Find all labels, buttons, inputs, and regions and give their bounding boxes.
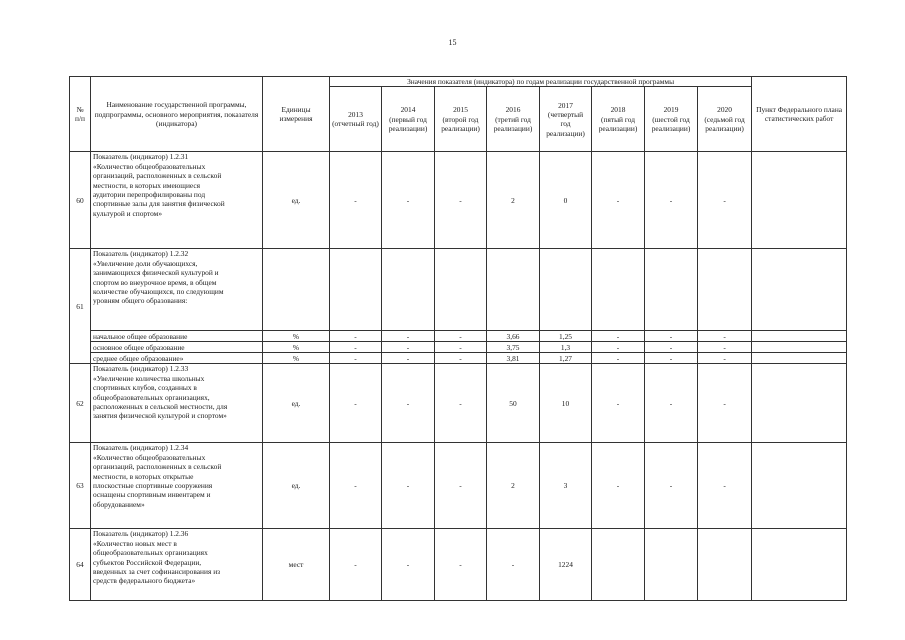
table-subrow [70,342,847,353]
value-cell: - [330,364,382,443]
header-year-2014 [382,87,435,152]
value-cell: - [645,364,698,443]
value-cell: - [435,353,487,364]
value-cell: - [645,331,698,342]
value-cell: - [382,152,435,249]
page-number: 15 [448,38,457,47]
value-cell: 1,27 [540,353,592,364]
value-cell: - [698,353,752,364]
header-year-number: 2019 [663,105,679,115]
value-cell: 1,3 [540,342,592,353]
header-unit: Единицы измерения [263,77,330,152]
plan-cell [752,529,847,601]
subrow-name: начальное общее образование [91,331,263,342]
header-year-2019 [645,87,698,152]
table-row [70,152,847,249]
value-cell: - [330,353,382,364]
row-num: 61 [70,249,91,364]
header-year-label: (отчетный год) [332,119,379,129]
header-year-label: (третий год реализации) [493,114,533,134]
table-subrow [70,353,847,364]
value-cell: - [330,331,382,342]
header-year-label: (второй год реализации) [441,114,480,134]
header-year-2016 [487,87,540,152]
value-cell [645,529,698,601]
empty-cell [263,249,330,331]
value-cell: - [330,529,382,601]
header-year-2020 [698,87,752,152]
value-cell: - [645,342,698,353]
row-num: 63 [70,443,91,529]
row-unit: ед. [263,152,330,249]
empty-cell [487,249,540,331]
value-cell: 3,81 [487,353,540,364]
empty-cell [592,249,645,331]
value-cell: 10 [540,364,592,443]
header-num: № п/п [70,77,91,152]
row-name-text: Показатель (индикатор) 1.2.31 «Количество общеобразовательных организаций, расположенных в сельской местности, в которых имеющиеся аудитории перепрофилированы под спортивные залы для занятия физической культурой и спортом» [93,152,225,218]
value-cell: - [698,364,752,443]
indicator-table [69,76,847,601]
subrow-unit: % [263,331,330,342]
header-year-label: (первый год реализации) [388,114,428,134]
value-cell: - [645,443,698,529]
header-year-label: (седьмой год реализации) [704,114,745,134]
header-plan: Пункт Федерального плана статистических работ [752,77,847,152]
header-year-2017 [540,87,592,152]
value-cell: - [435,443,487,529]
value-cell: - [592,353,645,364]
header-year-number: 2013 [348,110,363,119]
row-name-text: Показатель (индикатор) 1.2.32 «Увеличение доли обучающихся, занимающихся физической культурой и спортом во внеурочное время, в общем количестве обучающихся, по следующим уровням общего образования: [93,249,224,306]
value-cell: 2 [487,443,540,529]
value-cell [698,529,752,601]
plan-cell [752,443,847,529]
value-cell: - [435,152,487,249]
value-cell: - [435,364,487,443]
empty-cell [382,249,435,331]
value-cell: - [698,342,752,353]
header-year-number: 2016 [505,105,521,115]
row-num: 60 [70,152,91,249]
empty-cell [330,249,382,331]
plan-cell [752,342,847,353]
value-cell [592,529,645,601]
row-name [91,529,263,601]
row-name [91,364,263,443]
value-cell: - [435,342,487,353]
row-name [91,443,263,529]
empty-cell [645,249,698,331]
plan-cell [752,353,847,364]
value-cell: - [592,152,645,249]
table-row [70,529,847,601]
value-cell: 3 [540,443,592,529]
value-cell: 1224 [540,529,592,601]
value-cell: - [382,364,435,443]
plan-cell [752,364,847,443]
table-row [70,364,847,443]
value-cell: 0 [540,152,592,249]
row-name-text: Показатель (индикатор) 1.2.36 «Количество новых мест в общеобразовательных организациях субъектов Российской Федерации, введенных за счет софинансирования из средств федерального бюджета» [93,529,221,586]
empty-cell [752,249,847,331]
value-cell: - [382,342,435,353]
subrow-name: среднее общее образование» [91,353,263,364]
value-cell: - [645,152,698,249]
row-name-text: Показатель (индикатор) 1.2.33 «Увеличение количества школьных спортивных клубов, созданных в общеобразовательных организациях, расположенных в сельской местности, для занятия физической культурой и спортом» [93,364,228,421]
value-cell: - [592,331,645,342]
row-unit: мест [263,529,330,601]
header-year-label: (четвертый год реализации) [546,110,585,138]
value-cell: - [382,331,435,342]
table-subrow [70,331,847,342]
value-cell: - [382,443,435,529]
empty-cell [698,249,752,331]
header-year-label: (шестой год реализации) [651,114,691,134]
empty-cell [540,249,592,331]
header-year-number: 2018 [610,105,626,115]
value-cell: - [435,529,487,601]
value-cell: - [592,342,645,353]
header-values-group: Значения показателя (индикатора) по годам реализации государственной программы [330,77,752,87]
value-cell: - [592,443,645,529]
subrow-name: основное общее образование [91,342,263,353]
row-unit: ед. [263,443,330,529]
header-year-number: 2017 [558,100,573,110]
header-year-number: 2020 [717,105,732,115]
row-name [91,249,263,331]
value-cell: 3,66 [487,331,540,342]
value-cell: - [382,529,435,601]
value-cell: - [330,443,382,529]
header-year-label: (пятый год реализации) [598,114,638,134]
header-year-2015 [435,87,487,152]
plan-cell [752,152,847,249]
table-row [70,249,847,331]
row-unit: ед. [263,364,330,443]
row-name-text: Показатель (индикатор) 1.2.34 «Количество общеобразовательных организаций, расположенных в сельской местности, в которых открытые плоскостные спортивные сооружения оснащены спортивным инвентарем и оборудованием» [93,443,222,509]
header-year-2013 [330,87,382,152]
value-cell: - [698,331,752,342]
header-year-2018 [592,87,645,152]
value-cell: 3,75 [487,342,540,353]
value-cell: 50 [487,364,540,443]
row-name [91,152,263,249]
plan-cell [752,331,847,342]
value-cell: - [698,152,752,249]
subrow-unit: % [263,353,330,364]
row-num: 62 [70,364,91,443]
value-cell: - [487,529,540,601]
row-num: 64 [70,529,91,601]
value-cell: 1,25 [540,331,592,342]
value-cell: - [330,342,382,353]
empty-cell [435,249,487,331]
value-cell: - [382,353,435,364]
value-cell: - [592,364,645,443]
value-cell: - [698,443,752,529]
value-cell: - [645,353,698,364]
value-cell: 2 [487,152,540,249]
header-year-number: 2015 [453,105,468,115]
header-year-number: 2014 [400,105,416,115]
value-cell: - [435,331,487,342]
subrow-unit: % [263,342,330,353]
header-name: Наименование государственной программы, подпрограммы, основного мероприятия, показателя (индикатора) [91,77,263,152]
table-row [70,443,847,529]
value-cell: - [330,152,382,249]
